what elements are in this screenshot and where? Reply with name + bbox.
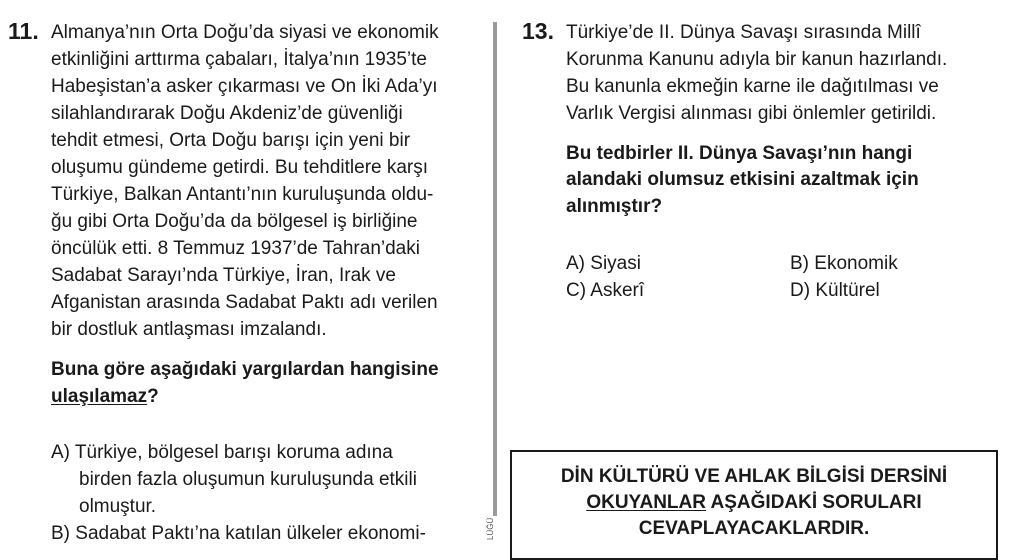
q13-stem-line: Türkiye’de II. Dünya Savaşı sırasında Millî (566, 22, 921, 43)
column-divider (493, 22, 497, 516)
q11-stem-line: Habeşistan’a asker çıkarması ve On İki Ada’yı (51, 76, 438, 97)
q11-option-a-cont: olmuştur. (79, 496, 157, 517)
q11-stem-line: öncülük etti. 8 Temmuz 1937’de Tahran’daki (51, 238, 420, 259)
q11-question-mark: ? (147, 386, 159, 407)
q11-stem-line: Afganistan arasında Sadabat Paktı adı verilen (51, 292, 438, 313)
q11-stem-line: ğu gibi Orta Doğu’da da bölgesel iş birliğine (51, 211, 418, 232)
question-number: 13. (522, 18, 554, 44)
q11-stem-line: silahlandırarak Doğu Akdeniz’de güvenliği (51, 103, 403, 124)
notice-keyword: OKUYANLAR (586, 492, 706, 513)
question-number: 11. (8, 18, 39, 44)
q11-option-b: B) Sadabat Paktı’na katılan ülkeler ekonomi- (51, 523, 426, 544)
q13-question-line: alınmıştır? (566, 196, 663, 217)
q11-stem-line: oluşumu gündeme getirdi. Bu tehditlere karşı (51, 157, 429, 178)
notice-line: CEVAPLAYACAKLARDIR. (638, 518, 870, 539)
q11-option-a-cont: birden fazla oluşumun kuruluşunda etkili (79, 469, 417, 490)
q11-stem-line: bir dostluk antlaşması imzalandı. (51, 319, 327, 340)
q11-question-line: Buna göre aşağıdaki yargılardan hangisine (51, 359, 439, 380)
q11-question-line (51, 383, 159, 410)
q11-question-keyword: ulaşılamaz (51, 386, 148, 407)
q13-stem-line: Varlık Vergisi alınması gibi önlemler getirildi. (566, 103, 937, 124)
q11-stem-line: tehdit etmesi, Orta Doğu barışı için yeni bir (51, 130, 411, 151)
q13-option-c: C) Askerî (566, 280, 645, 301)
notice-line (512, 490, 996, 516)
q11-stem-line: Türkiye, Balkan Antantı’nın kuruluşunda oldu- (51, 184, 434, 205)
q11-stem-line: etkinliğini arttırma çabaları, İtalya’nın 1935’te (51, 49, 427, 70)
q13-option-d: D) Kültürel (790, 280, 880, 301)
q13-question-line: alandaki olumsuz etkisini azaltmak için (566, 169, 919, 190)
notice-line-rest: AŞAĞIDAKİ SORULARI (705, 492, 922, 513)
notice-line: DİN KÜLTÜRÜ VE AHLAK BİLGİSİ DERSİNİ (560, 466, 948, 487)
q13-stem-line: Bu kanunla ekmeğin karne ile dağıtılması ve (566, 76, 939, 97)
side-label: LÜĞÜ (486, 517, 495, 540)
q11-stem-line: Almanya’nın Orta Doğu’da siyasi ve ekonomik (51, 22, 439, 43)
q13-option-b: B) Ekonomik (790, 253, 898, 274)
q13-question-line: Bu tedbirler II. Dünya Savaşı’nın hangi (566, 143, 913, 164)
q11-stem-line: Sadabat Sarayı’nda Türkiye, İran, Irak ve (51, 265, 396, 286)
q11-option-a: A) Türkiye, bölgesel barışı koruma adına (51, 442, 393, 463)
q13-option-a: A) Siyasi (566, 253, 641, 274)
q13-stem-line: Korunma Kanunu adıyla bir kanun hazırlandı. (566, 49, 948, 70)
